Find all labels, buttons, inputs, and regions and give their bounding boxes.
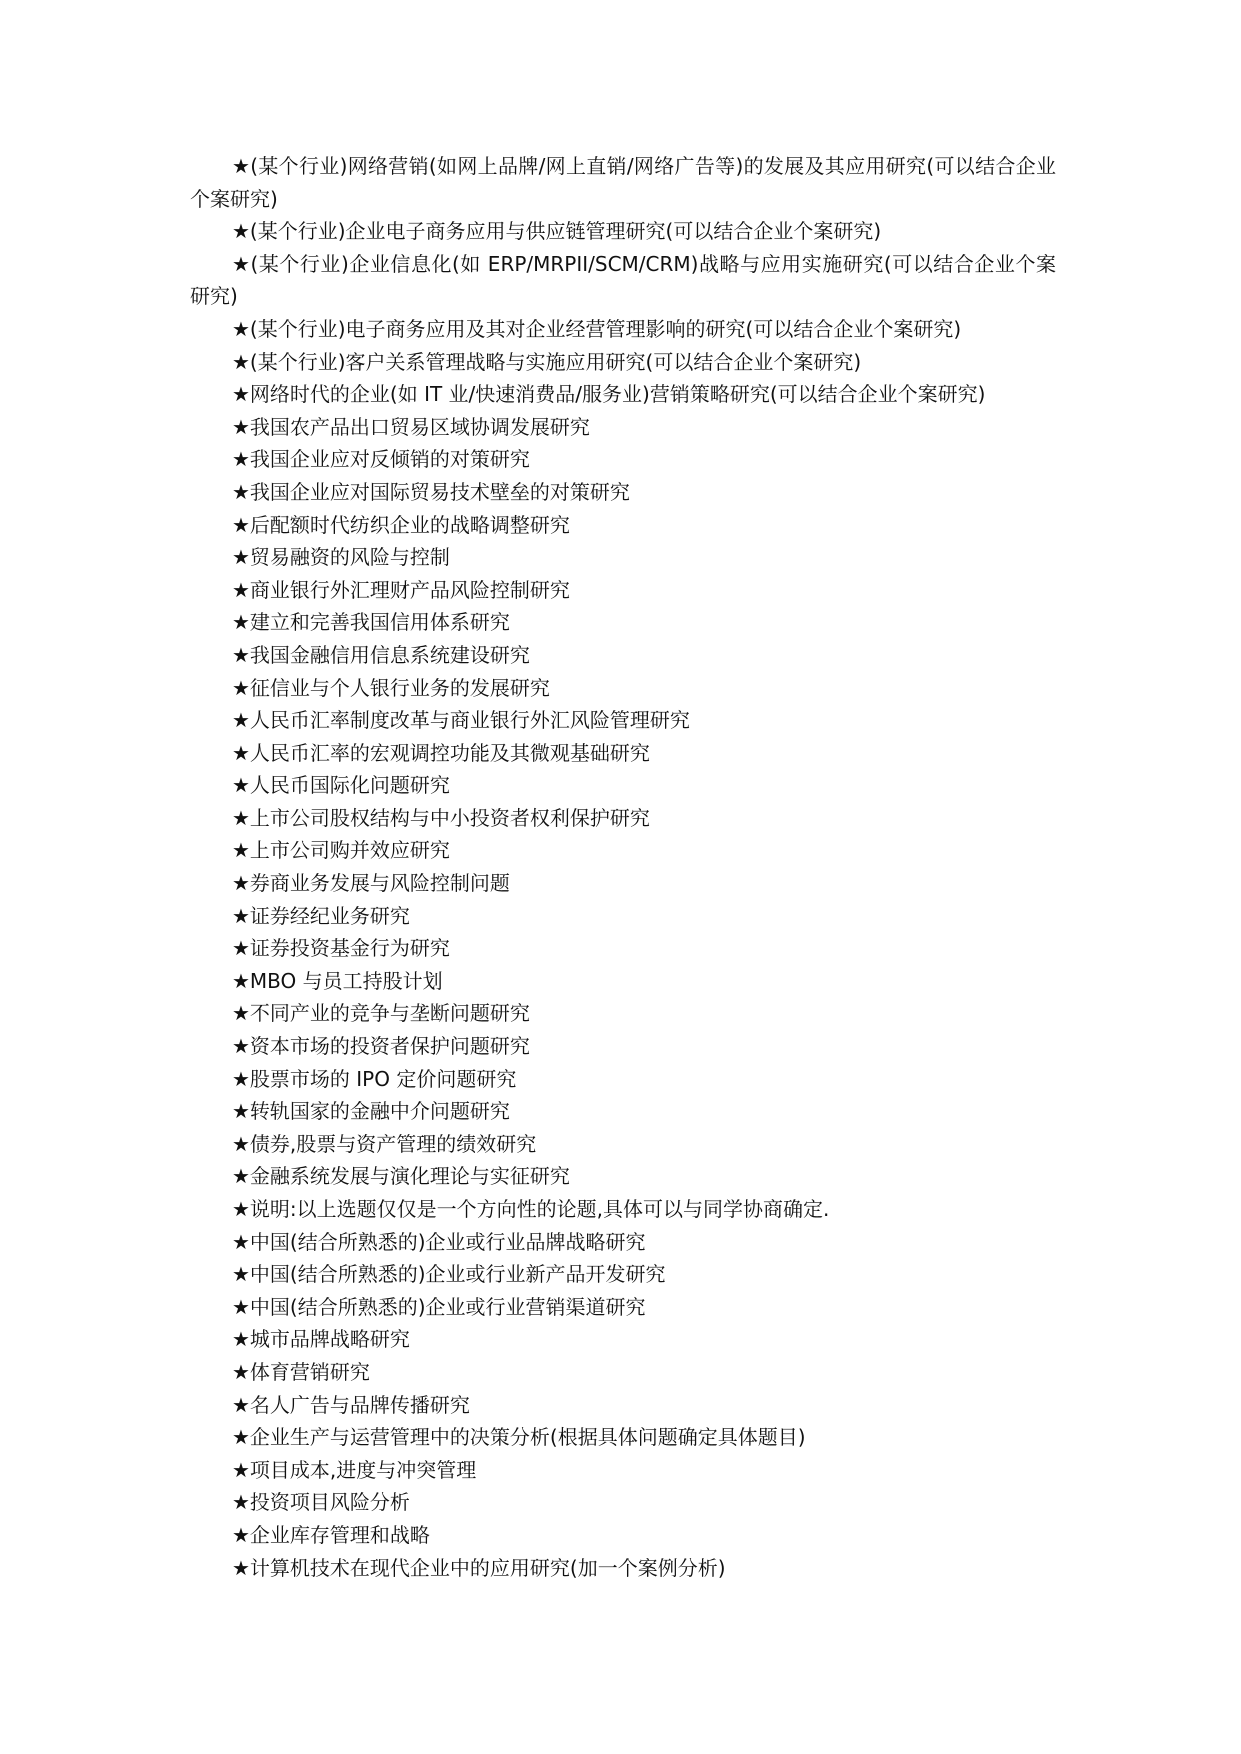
- topic-item: ★人民币国际化问题研究: [232, 773, 450, 798]
- topic-item: ★我国农产品出口贸易区域协调发展研究: [232, 414, 590, 439]
- topic-item: ★网络时代的企业(如 IT 业/快速消费品/服务业)营销策略研究(可以结合企业个案研究): [232, 382, 986, 407]
- topic-item: ★转轨国家的金融中介问题研究: [232, 1099, 510, 1124]
- topic-item: ★(某个行业)电子商务应用及其对企业经营管理影响的研究(可以结合企业个案研究): [232, 316, 962, 341]
- topic-item: ★贸易融资的风险与控制: [232, 545, 450, 570]
- topic-list: [190, 150, 1056, 1584]
- topic-item: ★债券,股票与资产管理的绩效研究: [232, 1131, 537, 1156]
- topic-item: ★体育营销研究: [232, 1359, 370, 1384]
- topic-item: ★不同产业的竞争与垄断问题研究: [232, 1001, 530, 1026]
- topic-item: ★金融系统发展与演化理论与实征研究: [232, 1164, 570, 1189]
- topic-item: ★中国(结合所熟悉的)企业或行业新产品开发研究: [232, 1262, 666, 1287]
- topic-item: ★我国企业应对反倾销的对策研究: [232, 447, 530, 472]
- topic-item: ★计算机技术在现代企业中的应用研究(加一个案例分析): [232, 1555, 726, 1580]
- topic-item: ★证券投资基金行为研究: [232, 936, 450, 961]
- topic-item: ★名人广告与品牌传播研究: [232, 1392, 470, 1417]
- topic-item: ★中国(结合所熟悉的)企业或行业营销渠道研究: [232, 1294, 646, 1319]
- topic-item: ★(某个行业)网络营销(如网上品牌/网上直销/网络广告等)的发展及其应用研究(可以结合企业个案研究): [190, 154, 1056, 211]
- topic-item: ★资本市场的投资者保护问题研究: [232, 1034, 530, 1059]
- topic-item: ★建立和完善我国信用体系研究: [232, 610, 510, 635]
- topic-item: ★后配额时代纺织企业的战略调整研究: [232, 512, 570, 537]
- topic-item: ★说明:以上选题仅仅是一个方向性的论题,具体可以与同学协商确定.: [232, 1197, 830, 1221]
- topic-item: ★中国(结合所熟悉的)企业或行业品牌战略研究: [232, 1229, 646, 1254]
- topic-item: ★上市公司股权结构与中小投资者权利保护研究: [232, 805, 650, 830]
- topic-item: ★证券经纪业务研究: [232, 903, 410, 928]
- topic-item: ★MBO 与员工持股计划: [232, 968, 443, 993]
- topic-item: ★企业库存管理和战略: [232, 1522, 430, 1547]
- topic-item: ★人民币汇率的宏观调控功能及其微观基础研究: [232, 740, 650, 765]
- topic-item: ★人民币汇率制度改革与商业银行外汇风险管理研究: [232, 708, 690, 733]
- topic-item: ★商业银行外汇理财产品风险控制研究: [232, 577, 570, 602]
- topic-item: ★我国金融信用信息系统建设研究: [232, 642, 530, 667]
- topic-item: ★(某个行业)客户关系管理战略与实施应用研究(可以结合企业个案研究): [232, 349, 862, 374]
- topic-item: ★企业生产与运营管理中的决策分析(根据具体问题确定具体题目): [232, 1425, 806, 1450]
- topic-item: ★城市品牌战略研究: [232, 1327, 410, 1352]
- topic-item: ★项目成本,进度与冲突管理: [232, 1457, 477, 1482]
- topic-item: ★征信业与个人银行业务的发展研究: [232, 675, 550, 700]
- topic-item: ★投资项目风险分析: [232, 1490, 410, 1515]
- topic-item: ★券商业务发展与风险控制问题: [232, 871, 510, 896]
- topic-item: ★股票市场的 IPO 定价问题研究: [232, 1066, 517, 1091]
- topic-item: ★(某个行业)企业电子商务应用与供应链管理研究(可以结合企业个案研究): [232, 219, 882, 244]
- topic-item: ★我国企业应对国际贸易技术壁垒的对策研究: [232, 479, 630, 504]
- topic-item: ★(某个行业)企业信息化(如 ERP/MRPII/SCM/CRM)战略与应用实施研究(可以结合企业个案研究): [190, 251, 1056, 309]
- topic-item: ★上市公司购并效应研究: [232, 838, 450, 863]
